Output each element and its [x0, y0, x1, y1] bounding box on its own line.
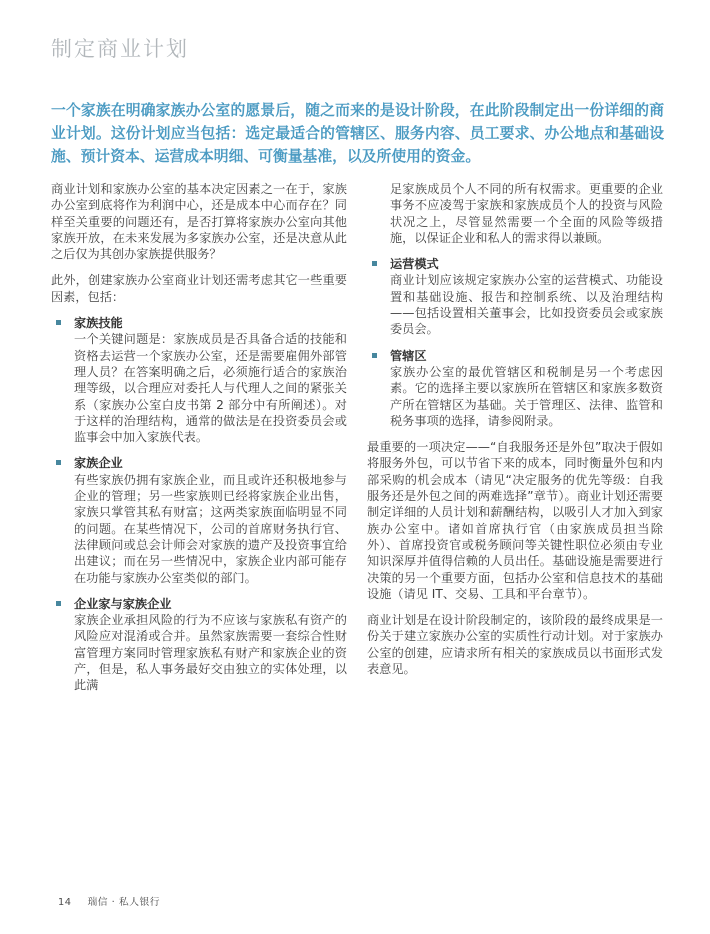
- bullet-item-jurisdiction: [367, 348, 663, 429]
- bullet-text: 商业计划应该规定家族办公室的运营模式、功能设置和基础设施、报告和控制系统、以及治理结构——包括设置相关董事会，比如投资委员会或家族委员会。: [390, 273, 663, 337]
- body-paragraph: 此外，创建家族办公室商业计划还需考虑其它一些重要因素，包括：: [51, 273, 347, 304]
- body-paragraph: 最重要的一项决定——“自我服务还是外包”取决于假如将服务外包，可以节省下来的成本，同时衡量外包和内部采购的机会成本（请见“决定服务的优先等级：自我服务还是外包之间的两难选择”章节）。商业计划还需要制定详细的人员计划和薪酬结构，以吸引人才加入到家族办公室中。诸如首席执行官（由家族成员担当除外）、首席投资官或税务顾问等关键性职位必须由专业知识深厚并值得信赖的人员出任。基础设施是需要进行决策的另一个重要方面，包括办公室和信息技术的基础设施（请见 IT、交易、工具和平台章节）。: [367, 440, 663, 601]
- bullet-continuation-paragraph: 足家族成员个人不同的所有权需求。更重要的企业事务不应凌驾于家族和家族成员个人的投资与风险状况之上，尽管显然需要一个全面的风险等级措施，以保证企业和私人的需求得以兼顾。: [390, 182, 663, 245]
- two-column-body: [51, 181, 664, 704]
- bullet-item-operating-model: [367, 256, 663, 337]
- bullet-item-family-skills: [51, 315, 347, 445]
- bullet-text: 一个关键问题是：家族成员是否具备合适的技能和资格去运营一个家族办公室，还是需要雇佣外部管理人员？在答案明确之后，必须施行适合的家族治理等级，以合理应对委托人与代理人之间的紧张关系（家族办公室白皮书第 2 部分中有所阐述）。对于这样的治理结构，通常的做法是在投资委员会或监事会中加入家族代表。: [74, 332, 347, 445]
- brand-label: 瑞信 · 私人银行: [87, 897, 161, 908]
- bullet-heading: 管辖区: [390, 348, 427, 363]
- right-column: [367, 181, 663, 704]
- body-paragraph: 商业计划是在设计阶段制定的，该阶段的最终成果是一份关于建立家族办公室的实质性行动计划。对于家族办公室的创建，应请求所有相关的家族成员以书面形式发表意见。: [367, 613, 663, 677]
- bullet-text: 家族办公室的最优管辖区和税制是另一个考虑因素。它的选择主要以家族所在管辖区和家族多数资产所在管辖区为基础。关于管理区、法律、监管和税务事项的选择，请参阅附录。: [390, 364, 663, 428]
- bullet-square-icon: [372, 353, 377, 358]
- bullet-heading: 企业家与家族企业: [74, 596, 172, 611]
- bullet-square-icon: [56, 601, 61, 606]
- bullet-heading: 家族企业: [74, 456, 123, 471]
- body-paragraph: 商业计划和家族办公室的基本决定因素之一在于，家族办公室到底将作为利润中心，还是成本中心而存在？同样至关重要的问题还有，是否打算将家族办公室向其他家族开放，在未来发展为多家族办公室，还是决意从此之后仅为其创办家族提供服务？: [51, 182, 347, 262]
- bullet-heading: 运营模式: [390, 257, 439, 272]
- page-number: 14: [58, 897, 72, 908]
- intro-paragraph: 一个家族在明确家族办公室的愿景后，随之而来的是设计阶段，在此阶段制定出一份详细的商业计划。这份计划应当包括：选定最适合的管辖区、服务内容、员工要求、办公地点和基础设施、预计资本、运营成本明细、可衡量基准，以及所使用的资金。: [51, 102, 664, 165]
- bullet-text: 家族企业承担风险的行为不应该与家族私有资产的风险应对混淆或合并。虽然家族需要一套综合性财富管理方案同时管理家族私有财产和家族企业的资产，但是，私人事务最好交由独立的实体处理，以此满: [74, 613, 347, 693]
- bullet-heading: 家族技能: [74, 316, 123, 331]
- bullet-item-entrepreneur-family-business: [51, 596, 347, 694]
- bullet-square-icon: [372, 261, 377, 266]
- bullet-square-icon: [56, 460, 61, 465]
- bullet-item-family-business: [51, 455, 347, 585]
- page-footer: [58, 894, 160, 908]
- bullet-square-icon: [56, 320, 61, 325]
- page-title: 制定商业计划: [51, 37, 189, 61]
- left-column: [51, 181, 347, 704]
- bullet-text: 有些家族仍拥有家族企业，而且或许还积极地参与企业的管理；另一些家族则已经将家族企业出售，家族只掌管其私有财富；这两类家族面临明显不同的问题。在某些情况下，公司的首席财务执行官、法律顾问或总会计师会对家族的遗产及投资事宜给出建议；而在另一些情况中，家族企业内部可能存在功能与家族办公室类似的部门。: [74, 472, 347, 585]
